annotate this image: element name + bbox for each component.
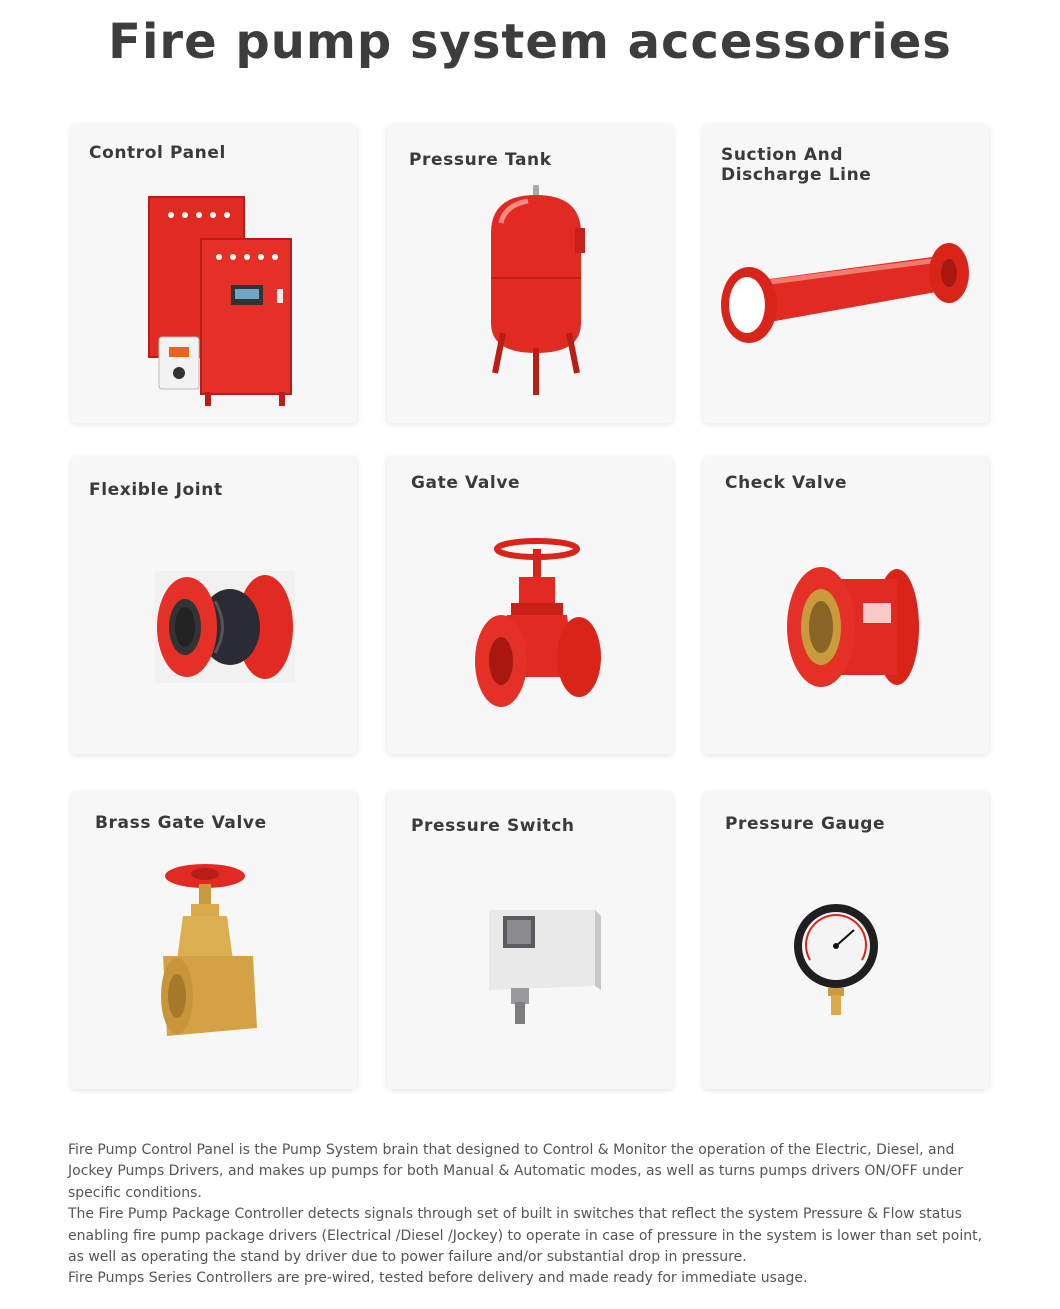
description-paragraph: Fire Pump Control Panel is the Pump System brain that designed to Control & Monitor the operation of the Electric, Diesel, and Jockey Pumps Drivers, and makes up pumps for both Manual & Automatic modes, as well as turns pumps drivers ON/OFF under specific conditions. bbox=[68, 1142, 964, 1201]
product-title: Pressure Switch bbox=[411, 816, 575, 836]
product-card-pressure-switch[interactable] bbox=[387, 792, 673, 1089]
check-valve-icon bbox=[785, 565, 925, 690]
pipe-icon bbox=[717, 237, 977, 357]
product-card-flexible-joint[interactable] bbox=[71, 457, 357, 754]
product-card-brass-gate-valve[interactable] bbox=[71, 792, 357, 1089]
gate-valve-icon bbox=[471, 537, 611, 717]
brass-gate-valve-icon bbox=[157, 860, 267, 1045]
description bbox=[68, 1140, 998, 1290]
product-card-pressure-tank[interactable] bbox=[387, 125, 673, 423]
product-card-check-valve[interactable] bbox=[703, 457, 989, 754]
page-title: Fire pump system accessories bbox=[108, 14, 952, 70]
product-title: Pressure Tank bbox=[409, 150, 552, 170]
pressure-tank-icon bbox=[483, 183, 593, 398]
product-title: Brass Gate Valve bbox=[95, 813, 267, 833]
product-title: Control Panel bbox=[89, 143, 226, 163]
pressure-gauge-icon bbox=[792, 902, 882, 1017]
product-title: Suction And Discharge Line bbox=[721, 145, 872, 185]
description-paragraph: Fire Pumps Series Controllers are pre-wired, tested before delivery and made ready for immediate usage. bbox=[68, 1270, 808, 1287]
product-title: Flexible Joint bbox=[89, 480, 223, 500]
product-card-suction-discharge-line[interactable] bbox=[703, 125, 989, 423]
flexible-joint-icon bbox=[155, 571, 295, 683]
control-panel-icon bbox=[143, 187, 303, 407]
product-card-gate-valve[interactable] bbox=[387, 457, 673, 754]
description-paragraph: The Fire Pump Package Controller detects signals through set of built in switches that reflect the system Pressure & Flow status enabling fire pump package drivers (Electrical /Diesel /Jockey) to operate in case of pressure in the system is lower than set point, as well as operating the stand by driver due to power failure and/or substantial drop in pressure. bbox=[68, 1206, 983, 1266]
pressure-switch-icon bbox=[485, 904, 605, 1029]
product-card-pressure-gauge[interactable] bbox=[703, 792, 989, 1089]
product-card-control-panel[interactable] bbox=[71, 125, 357, 423]
product-title: Check Valve bbox=[725, 473, 848, 493]
product-title: Gate Valve bbox=[411, 473, 521, 493]
product-title: Pressure Gauge bbox=[725, 814, 886, 834]
